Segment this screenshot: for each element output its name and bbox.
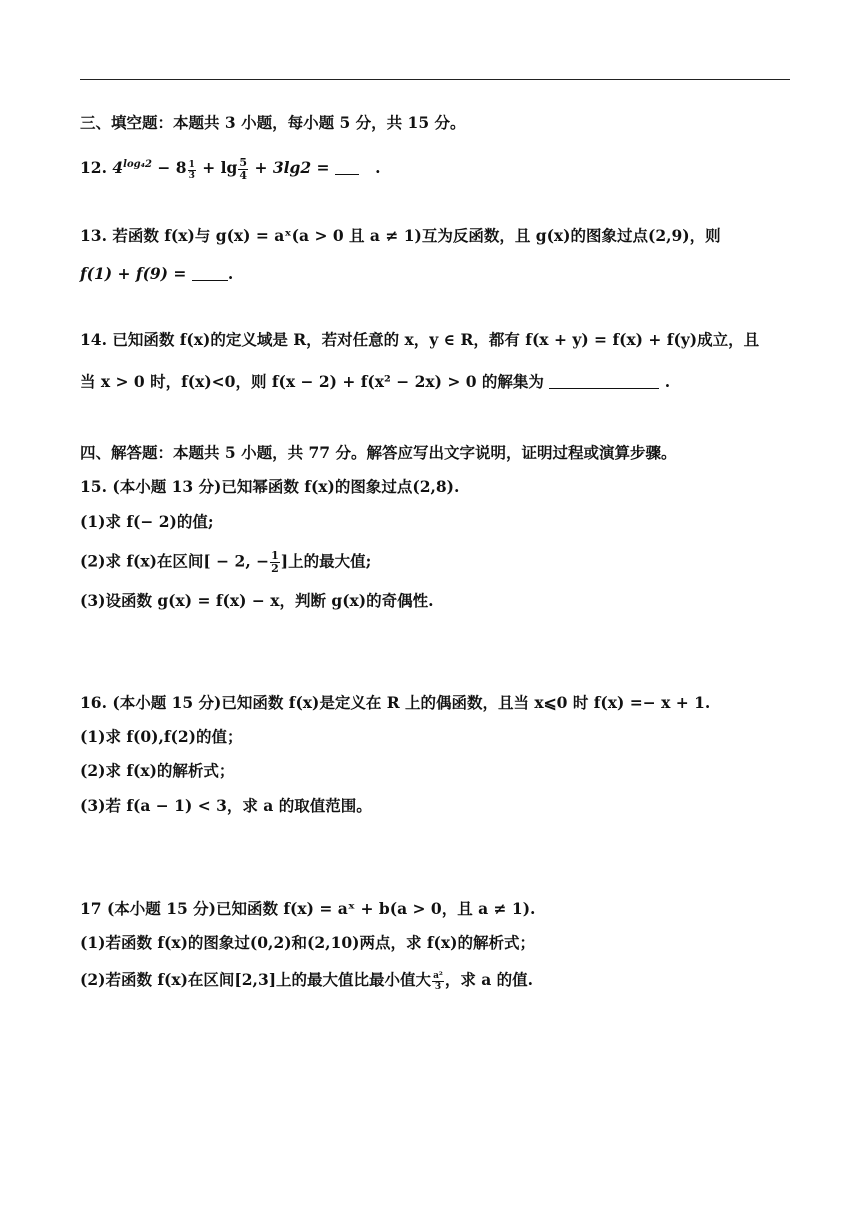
q15-part1: (1)求 f(− 2)的值; — [80, 512, 214, 531]
q16-part3: (3)若 f(a − 1) < 3，求 a 的取值范围。 — [80, 796, 372, 815]
q16-title: 16. (本小题 15 分)已知函数 f(x)是定义在 R 上的偶函数，且当 x⩽0 时 f(x) =− x + 1. — [80, 693, 711, 712]
q14-answer-blank — [549, 374, 659, 389]
q12-rest: + 3lg2 = — [254, 158, 330, 178]
q13-answer-blank — [192, 266, 228, 281]
q12-op2: + lg — [202, 158, 238, 178]
q13-expr: f(1) + f(9) = — [80, 264, 192, 283]
q13-line1: 13. 若函数 f(x)与 g(x) = aˣ(a > 0 且 a ≠ 1)互为反函数，且 g(x)的图象过点(2,9)，则 — [80, 226, 721, 245]
header-rule — [80, 79, 790, 80]
q12-base2: 8 — [175, 158, 187, 178]
q17-part2-a: (2)若函数 f(x)在区间[2,3]上的最大值比最小值大 — [80, 970, 432, 989]
q16-part1: (1)求 f(0),f(2)的值； — [80, 727, 243, 746]
q16-part2: (2)求 f(x)的解析式； — [80, 761, 235, 780]
q15-fraction: $\frac{1}{2}$ — [271, 549, 279, 575]
q12-exp2-frac: $\frac{1}{3}$ — [188, 160, 195, 182]
q17-part2 — [80, 970, 533, 992]
q14-line2 — [80, 372, 670, 392]
q17-title: 17 (本小题 15 分)已知函数 f(x) = aˣ + b(a > 0，且 a ≠ 1). — [80, 899, 536, 918]
q15-part2-b: ]上的最大值; — [280, 551, 372, 571]
q15-part3: (3)设函数 g(x) = f(x) − x，判断 g(x)的奇偶性. — [80, 591, 434, 610]
q12-end: . — [375, 158, 381, 178]
q13-line2 — [80, 264, 233, 284]
q14-text: 当 x > 0 时，f(x)<0，则 f(x − 2) + f(x² − 2x) > 0 的解集为 — [80, 372, 550, 391]
question-12 — [80, 155, 381, 182]
q13-end: . — [227, 264, 234, 283]
q12-fraction: $\frac{5}{4}$ — [239, 155, 248, 182]
q12-answer-blank — [335, 160, 359, 175]
q14-line1: 14. 已知函数 f(x)的定义域是 R，若对任意的 x，y ∈ R，都有 f(x + y) = f(x) + f(y)成立，且 — [80, 330, 760, 349]
q14-end: . — [659, 372, 671, 391]
section4-heading: 四、解答题：本题共 5 小题，共 77 分。解答应写出文字说明，证明过程或演算步骤。 — [80, 443, 677, 462]
q12-exp1: log₄2 — [123, 159, 152, 170]
q15-title: 15. (本小题 13 分)已知幂函数 f(x)的图象过点(2,8). — [80, 477, 460, 496]
section3-heading: 三、填空题：本题共 3 小题，每小题 5 分，共 15 分。 — [80, 113, 466, 132]
q12-base1: 4 — [112, 158, 124, 178]
q17-part2-b: ，求 a 的值. — [444, 970, 534, 989]
q15-part2-a: (2)求 f(x)在区间[ − 2, − — [80, 551, 270, 571]
q17-fraction: $\frac{\text{a²}}{3}$ — [433, 970, 443, 992]
q12-op1: − — [157, 158, 171, 178]
q17-part1: (1)若函数 f(x)的图象过(0,2)和(2,10)两点，求 f(x)的解析式； — [80, 933, 535, 952]
q12-number: 12. — [80, 158, 107, 178]
q15-part2 — [80, 550, 371, 575]
